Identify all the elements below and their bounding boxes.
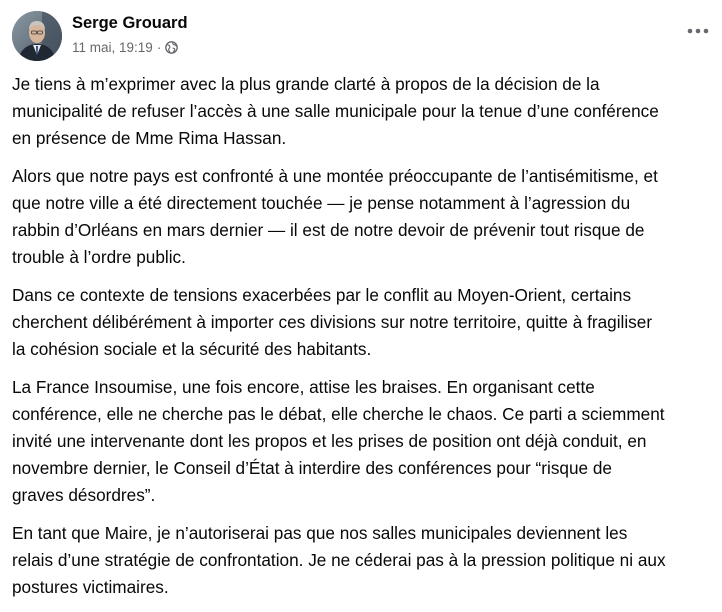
paragraph (12, 374, 718, 509)
more-options-icon (687, 28, 709, 34)
globe-icon[interactable] (165, 41, 178, 54)
text-line: rabbin d’Orléans en mars dernier — il est de notre devoir de prévenir tout risque de (12, 220, 645, 240)
text-line: relais d’une stratégie de confrontation. Je ne céderai pas à la pression politique ni aux (12, 550, 666, 570)
post-header (12, 11, 712, 61)
text-line: conférence, elle ne cherche pas le débat, elle cherche le chaos. Ce parti a sciemment (12, 404, 665, 424)
paragraph (12, 520, 718, 601)
avatar-image (12, 11, 62, 61)
text-line: graves désordres”. (12, 485, 156, 505)
text-line: novembre dernier, le Conseil d’État à interdire des conférences pour “risque de (12, 458, 612, 478)
more-options-button[interactable] (684, 17, 712, 45)
post-timestamp[interactable]: 11 mai, 19:19 (72, 40, 153, 55)
meta-separator: · (156, 40, 162, 55)
text-line: invité une intervenante dont les propos et les prises de position ont déjà conduit, en (12, 431, 647, 451)
text-line: postures victimaires. (12, 577, 169, 597)
text-line: en présence de Mme Rima Hassan. (12, 128, 287, 148)
post-meta (72, 40, 178, 55)
text-line: La France Insoumise, une fois encore, attise les braises. En organisant cette (12, 377, 595, 397)
text-line: En tant que Maire, je n’autoriserai pas que nos salles municipales deviennent les (12, 523, 628, 543)
text-line: Je tiens à m’exprimer avec la plus grande clarté à propos de la décision de la (12, 74, 600, 94)
text-line: trouble à l’ordre public. (12, 247, 186, 267)
text-line: Alors que notre pays est confronté à une montée préoccupante de l’antisémitisme, et (12, 166, 658, 186)
text-line: cherchent délibérément à importer ces divisions sur notre territoire, quitte à fragiliser (12, 312, 653, 332)
text-line: la cohésion sociale et la sécurité des habitants. (12, 339, 372, 359)
avatar[interactable] (12, 11, 62, 61)
paragraph (12, 163, 718, 271)
author-name[interactable]: Serge Grouard (72, 14, 188, 32)
paragraph (12, 71, 718, 152)
text-line: municipalité de refuser l’accès à une salle municipale pour la tenue d’une conférence (12, 101, 659, 121)
text-line: que notre ville a été directement touchée — je pense notamment à l’agression du (12, 193, 631, 213)
post-body (12, 71, 718, 612)
text-line: Dans ce contexte de tensions exacerbées par le conflit au Moyen-Orient, certains (12, 285, 632, 305)
paragraph (12, 282, 718, 363)
